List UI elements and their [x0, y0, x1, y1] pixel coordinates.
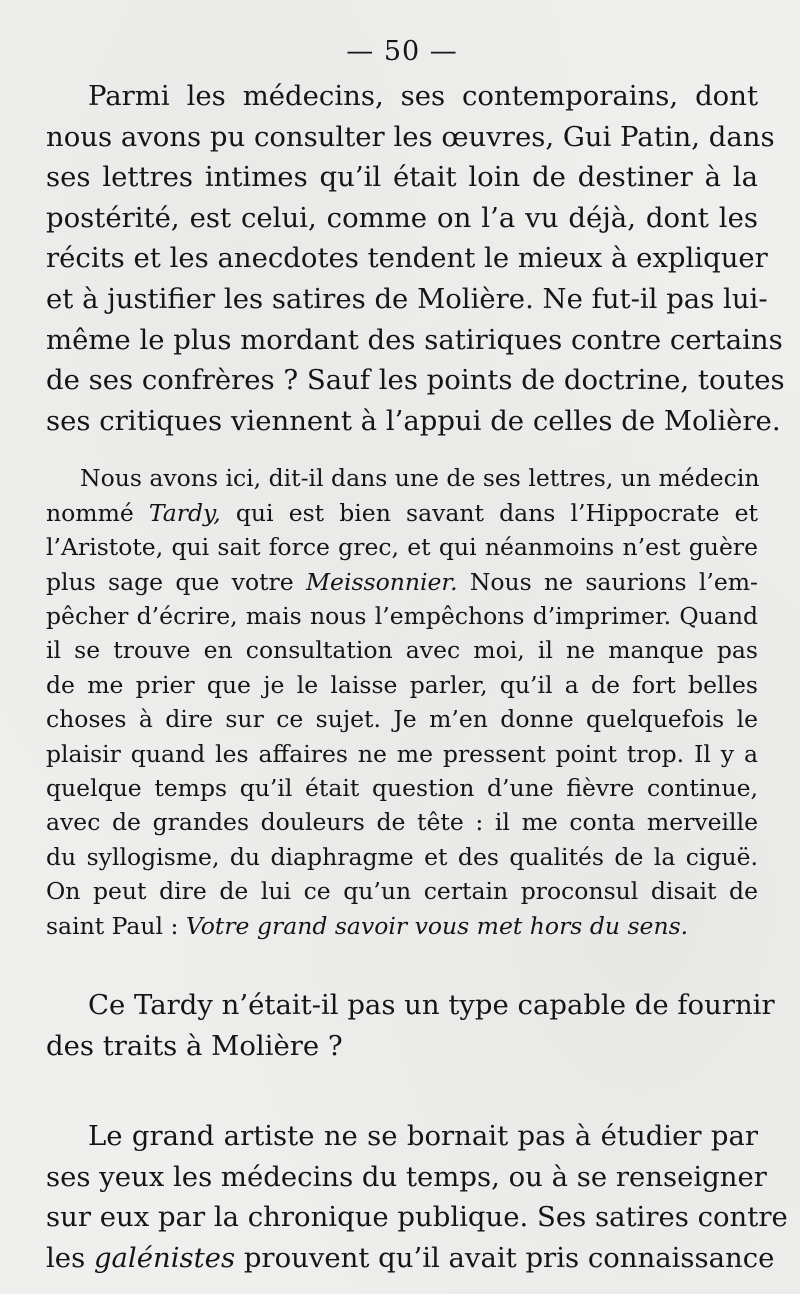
text-line: Ce Tardy n’était-il pas un type capable de fournir: [88, 989, 775, 1022]
paragraph-grand-artiste: [46, 1116, 788, 1278]
text-line: des traits à Molière ?: [46, 1029, 343, 1062]
quotation-block: [46, 461, 758, 943]
text-line: de ses confrères ? Sauf les points de doctrine, toutes: [46, 364, 785, 397]
quote-line: plaisir quand les affaires ne me pressent point trop. Il y a: [46, 739, 758, 768]
quote-line: l’Aristote, qui sait force grec, et qui néanmoins n’est guère: [46, 533, 758, 562]
text-line: et à justifier les satires de Molière. Ne fut-il pas lui-: [46, 282, 768, 315]
quote-line: du syllogisme, du diaphragme et des qualités de la ciguë.: [46, 842, 758, 871]
text-line: postérité, est celui, comme on l’a vu déjà, dont les: [46, 201, 758, 234]
page-number: — 50 —: [346, 36, 458, 67]
text-line: [46, 1238, 775, 1279]
quote-text: qui est bien savant dans l’Hippocrate et: [220, 498, 758, 527]
quote-line: avec de grandes douleurs de tête : il me conta merveille: [46, 808, 758, 837]
italic-term: galénistes: [93, 1242, 236, 1274]
quote-line: de me prier que je le laisse parler, qu’il a de fort belles: [46, 670, 758, 699]
text-line: ses lettres intimes qu’il était loin de destiner à la: [46, 161, 758, 194]
quote-line: pêcher d’écrire, mais nous l’empêchons d’imprimer. Quand: [46, 601, 758, 630]
text-line: ses yeux les médecins du temps, ou à se renseigner: [46, 1160, 767, 1193]
quote-text: saint Paul :: [46, 911, 186, 940]
paragraph-tardy: [46, 985, 775, 1066]
text-line: sur eux par la chronique publique. Ses satires contre: [46, 1201, 788, 1234]
quote-line: On peut dire de lui ce qu’un certain proconsul disait de: [46, 877, 758, 906]
quote-line: Nous avons ici, dit-il dans une de ses lettres, un médecin: [80, 464, 760, 493]
quote-text: Nous ne saurions l’em-: [457, 567, 759, 596]
text-segment: les: [46, 1242, 94, 1274]
quote-line: quelque temps qu’il était question d’une fièvre continue,: [46, 774, 758, 802]
quote-italic-citation: Votre grand savoir vous met hors du sens.: [185, 911, 689, 940]
text-line: ses critiques viennent à l’appui de celles de Molière.: [46, 404, 781, 437]
quote-italic-name: Meissonnier.: [305, 567, 458, 596]
text-line: Parmi les médecins, ses contemporains, dont: [88, 80, 758, 112]
text-line: récits et les anecdotes tendent le mieux à expliquer: [46, 242, 768, 275]
quote-italic-name: Tardy,: [148, 498, 221, 527]
quote-line: [46, 496, 758, 530]
text-line: Le grand artiste ne se bornait pas à étudier par: [88, 1120, 758, 1153]
quote-text: nommé: [46, 498, 149, 527]
paragraph-gui-patin: [46, 76, 785, 441]
text-segment: prouvent qu’il avait pris connaissance: [235, 1242, 775, 1274]
text-line: nous avons pu consulter les œuvres, Gui Patin, dans: [46, 120, 775, 153]
text-line: même le plus mordant des satiriques contre certains: [46, 323, 783, 356]
quote-line: [46, 909, 758, 943]
quote-line: choses à dire sur ce sujet. Je m’en donne quelquefois le: [46, 705, 758, 734]
quote-line: il se trouve en consultation avec moi, il ne manque pas: [46, 636, 758, 665]
quote-line: [46, 565, 758, 599]
quote-text: plus sage que votre: [46, 567, 306, 596]
